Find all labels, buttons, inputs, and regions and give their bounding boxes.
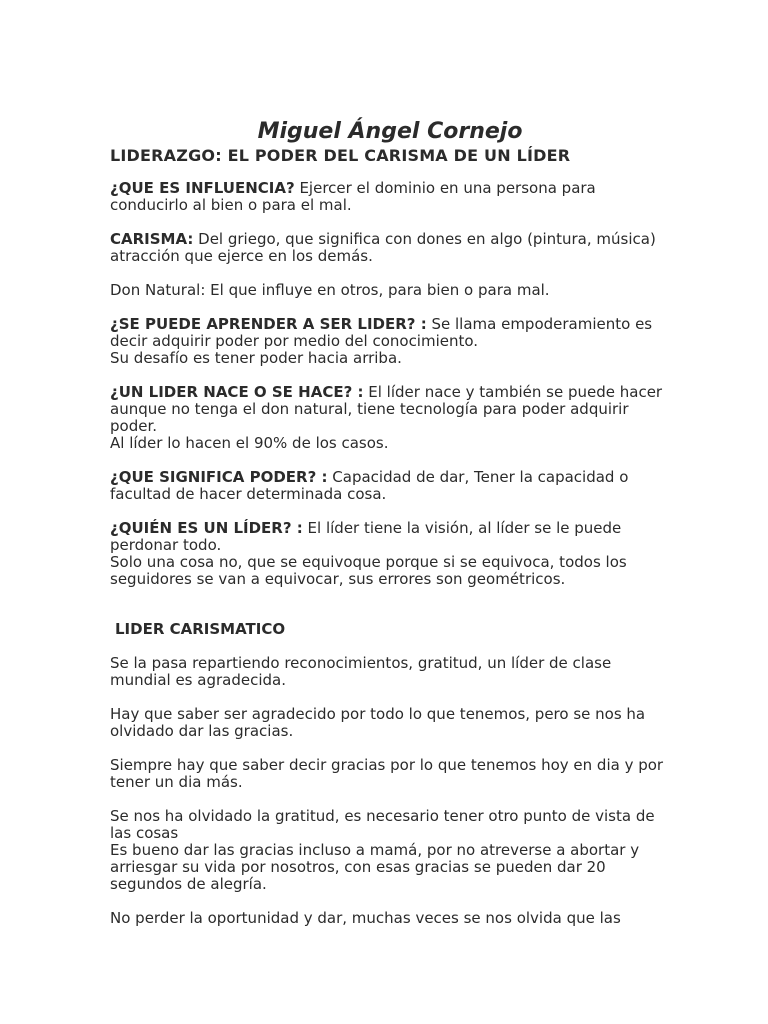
paragraph-text: Se nos ha olvidado la gratitud, es necesario tener otro punto de vista de las cosas [110,807,655,842]
paragraph-aprender [110,316,670,367]
paragraph-label: ¿SE PUEDE APRENDER A SER LIDER? : [110,315,427,333]
paragraph-text: Se la pasa repartiendo reconocimientos, gratitud, un líder de clase mundial es agradecida. [110,654,612,689]
section-paragraph [110,706,670,740]
paragraph-text: Siempre hay que saber decir gracias por lo que tenemos hoy en dia y por tener un dia más. [110,756,664,791]
paragraph-carisma [110,231,670,265]
paragraph-label: CARISMA: [110,230,194,248]
paragraph-text: No perder la oportunidad y dar, muchas veces se nos olvida que las [110,909,621,927]
paragraph-extra: Es bueno dar las gracias incluso a mamá, por no atreverse a abortar y arriesgar su vida por nosotros, con esas gracias se pueden dar 20 segundos de alegría. [110,841,640,893]
document-title: Miguel Ángel Cornejo [257,119,523,144]
section-paragraph [110,757,670,791]
section-paragraph [110,808,670,893]
section-paragraph [110,910,670,927]
paragraph-extra: Al líder lo hacen el 90% de los casos. [110,434,389,452]
paragraph-label: ¿QUE SIGNIFICA PODER? : [110,468,328,486]
paragraph-text: Se llama empoderamiento es decir adquirir poder por medio del conocimiento. [110,315,653,350]
paragraph-don-natural [110,282,670,299]
paragraph-extra: Solo una cosa no, que se equivoque porque si se equivoca, todos los seguidores se van a equivocar, sus errores son geométricos. [110,553,627,588]
paragraph-label: ¿QUE ES INFLUENCIA? [110,179,295,197]
paragraph-influencia [110,180,670,214]
document-subtitle: LIDERAZGO: EL PODER DEL CARISMA DE UN LÍDER [110,146,571,165]
paragraph-poder [110,469,670,503]
paragraph-text: Don Natural: El que influye en otros, para bien o para mal. [110,281,550,299]
section-paragraph [110,655,670,689]
section-heading: LIDER CARISMATICO [115,620,286,638]
document-page [110,118,670,944]
paragraph-text: El líder tiene la visión, al líder se le puede perdonar todo. [110,519,622,554]
paragraph-nace-o-hace [110,384,670,452]
paragraph-label: ¿UN LIDER NACE O SE HACE? : [110,383,364,401]
paragraph-text: Del griego, que significa con dones en algo (pintura, música) atracción que ejerce en los demás. [110,230,656,265]
paragraph-text: Ejercer el dominio en una persona para conducirlo al bien o para el mal. [110,179,596,214]
paragraph-text: El líder nace y también se puede hacer aunque no tenga el don natural, tiene tecnología para poder adquirir poder. [110,383,663,435]
paragraph-label: ¿QUIÉN ES UN LÍDER? : [110,519,303,537]
paragraph-text: Hay que saber ser agradecido por todo lo que tenemos, pero se nos ha olvidado dar las gracias. [110,705,646,740]
paragraph-text: Capacidad de dar, Tener la capacidad o facultad de hacer determinada cosa. [110,468,629,503]
paragraph-quien-es-lider [110,520,670,588]
paragraph-extra: Su desafío es tener poder hacia arriba. [110,349,402,367]
